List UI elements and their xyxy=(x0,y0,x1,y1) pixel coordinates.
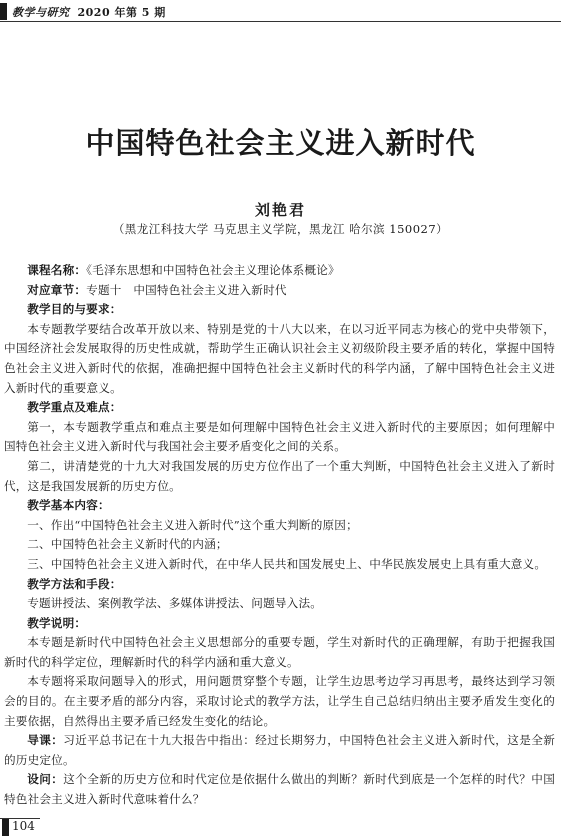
objectives-heading: 教学目的与要求： xyxy=(27,302,122,317)
content-item: 一、作出“中国特色社会主义进入新时代”这个重大判断的原因； xyxy=(27,517,358,532)
keypoint-item: 第一，本专题教学重点和难点主要是如何理解中国特色社会主义进入新时代的主要原因；如何理解中国特色社会主义进入新时代与我国社会主要矛盾变化之间的关系。 xyxy=(4,419,555,454)
content-heading: 教学基本内容： xyxy=(27,498,110,513)
header-text xyxy=(12,4,166,20)
course-value: 《毛泽东思想和中国特色社会主义理论体系概论》 xyxy=(86,263,340,277)
question-text: 这个全新的历史方位和时代定位是依据什么做出的判断？新时代到底是一个怎样的时代？中国特色社会主义进入新时代意味着什么？ xyxy=(4,772,556,807)
chapter-line xyxy=(4,281,555,301)
intro-text: 习近平总书记在十九大报告中指出：经过长期努力，中国特色社会主义进入新时代，这是全新的历史定位。 xyxy=(4,733,556,767)
page-footer xyxy=(0,818,561,838)
keypoints-heading: 教学重点及难点： xyxy=(27,400,122,415)
header-rule xyxy=(0,21,561,22)
content-item: 三、中国特色社会主义进入新时代，在中华人民共和国发展史上、中华民族发展史上具有重大意义。 xyxy=(27,556,547,571)
methods-heading: 教学方法和手段： xyxy=(27,576,122,591)
journal-name: 教学与研究 xyxy=(12,6,70,19)
question-label: 设问： xyxy=(27,772,64,787)
page-number: 104 xyxy=(12,819,35,833)
question-paragraph xyxy=(4,770,555,809)
chapter-value: 专题十 中国特色社会主义进入新时代 xyxy=(86,282,287,297)
article-body xyxy=(4,261,555,810)
chapter-label: 对应章节： xyxy=(27,282,87,297)
keypoint-item: 第二，讲清楚党的十九大对我国发展的历史方位作出了一个重大判断，中国特色社会主义进入了新时代，这是我国发展新的历史方位。 xyxy=(4,458,555,493)
course-label: 课程名称： xyxy=(27,263,87,277)
notes-heading: 教学说明： xyxy=(27,615,87,630)
methods-text: 专题讲授法、案例教学法、多媒体讲授法、问题导入法。 xyxy=(27,596,323,611)
footer-marker xyxy=(2,819,9,836)
intro-label: 导课： xyxy=(27,733,64,748)
page-header xyxy=(0,0,561,22)
issue-label: 2020 年第 5 期 xyxy=(77,6,166,19)
intro-paragraph xyxy=(4,731,555,770)
author-name: 刘艳君 xyxy=(254,201,306,219)
content-item: 二、中国特色社会主义新时代的内涵； xyxy=(27,537,228,552)
objectives-text: 本专题教学要结合改革开放以来、特别是党的十八大以来，在以习近平同志为核心的党中央带领下，中国经济社会发展取得的历史性成就，帮助学生正确认识社会主义初级阶段主要矛盾的转化，掌握中国特色社会主义进入新时代的依据，准确把握中国特色社会主义新时代的科学内涵，了解中国特色社会主义进入新时代的重要意义。 xyxy=(4,321,555,395)
author-affiliation: （黑龙江科技大学 马克思主义学院，黑龙江 哈尔滨 150027） xyxy=(112,222,449,236)
notes-item: 本专题是新时代中国特色社会主义思想部分的重要专题，学生对新时代的正确理解，有助于把握我国新时代的科学定位，理解新时代的科学内涵和重大意义。 xyxy=(4,635,555,669)
course-line xyxy=(4,261,555,281)
header-marker xyxy=(0,3,7,20)
notes-item: 本专题将采取问题导入的形式，用问题贯穿整个专题，让学生边思考边学习再思考，最终达到学习领会的目的。在主要矛盾的部分内容，采取讨论式的教学方法，让学生自己总结归纳出主要矛盾发生变化的主要依据，自然得出主要矛盾已经发生变化的结论。 xyxy=(4,674,555,728)
article-title: 中国特色社会主义进入新时代 xyxy=(85,126,476,160)
